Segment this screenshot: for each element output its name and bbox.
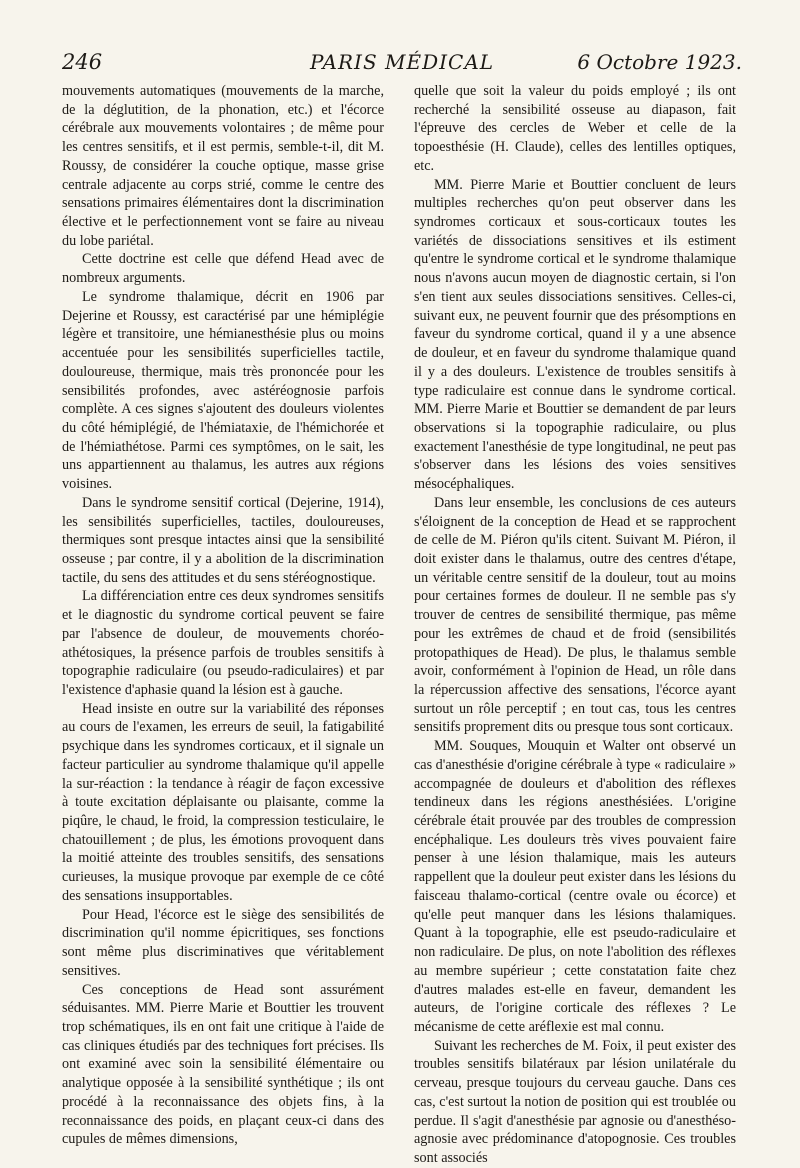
paragraph: mouvements automatiques (mouvements de la marche, de la déglutition, de la phonation, etc.) et l'écorce cérébrale aux mouvements volontaires ; de même pour les centres sensitifs, et il est permis, semble-t-il, dit M. Roussy, de considérer la couche optique, masse grise centrale adjacente au corps strié, comme le centre des sensations primaires élémentaires dont la discrimination élective et le perfectionnement vont se faire au niveau du lobe pariétal. — [62, 83, 384, 249]
paragraph: Pour Head, l'écorce est le siège des sensibilités de discrimination qu'il nomme épicritiques, ses fonctions sont même plus discriminatives que véritablement sensitives. — [62, 906, 384, 979]
paragraph: La différenciation entre ces deux syndromes sensitifs et le diagnostic du syndrome cortical peuvent se faire par l'absence de douleur, de mouvements choréo-athétosiques, la présence parfois de troubles sensitifs à topographie radiculaire (ou pseudo-radiculaires) et par l'existence d'aphasie quand la lésion est à gauche. — [62, 588, 384, 698]
paragraph: quelle que soit la valeur du poids employé ; ils ont recherché la sensibilité osseuse au diapason, fait l'épreuve des cercles de Weber et celle de la topoesthésie (H. Claude), celles des lentilles optiques, etc. — [414, 83, 736, 174]
left-column — [62, 82, 384, 1149]
issue-date: 6 Octobre 1923. — [577, 50, 742, 74]
paragraph: Dans leur ensemble, les conclusions de ces auteurs s'éloignent de la conception de Head et se rapprochent de celle de M. Piéron qu'ils citent. Suivant M. Piéron, il doit exister dans le thalamus, outre des centres d'étape, un véritable centre sensitif de la douleur, tout au moins pour certaines formes de douleur. Il ne semble pas s'y trouver de centres de sensibilité thermique, pas même pour les extrêmes de chaud et de froid (sensibilités protopathiques de Head). De plus, le thalamus semble avoir, conformément à l'opinion de Head, un rôle dans la répercussion affective des sensations, l'écorce ayant surtout un rôle perceptif ; en tout cas, tous les centres sensitifs proprement dits ou presque tous sont corticaux. — [414, 494, 736, 736]
journal-title: PARIS MÉDICAL — [309, 50, 495, 74]
paragraph: Ces conceptions de Head sont assurément séduisantes. MM. Pierre Marie et Bouttier les trouvent trop schématiques, ils en ont fait une critique à l'aide de cas cliniques étudiés par des techniques fort précises. Ils ont examiné avec soin la sensibilité élémentaire ou analytique opposée à la sensibilité synthétique ; ils ont procédé à la reconnaissance des objets fins, à la reconnaissance des poids, en plaçant ceux-ci dans des cupules de mêmes dimensions, — [62, 981, 384, 1148]
paragraph: Le syndrome thalamique, décrit en 1906 par Dejerine et Roussy, est caractérisé par une hémiplégie légère et transitoire, une hémianesthésie plus ou moins accentuée pour les sensibilités superficielles tactile, douloureuse, thermique, mais très prononcée pour les sensibilités profondes, avec astéréognosie parfois complète. A ces signes s'ajoutent des douleurs violentes du côté hémiplégié, de l'hémiataxie, de l'hémichorée et de l'hémiathétose. Parmi ces symptômes, on le sait, les uns appartiennent au thalamus, les autres aux régions voisines. — [62, 288, 384, 493]
paragraph: Dans le syndrome sensitif cortical (Dejerine, 1914), les sensibilités superficielles, tactiles, douloureuses, thermiques sont presque intactes ainsi que la sensibilité osseuse ; par contre, il y a abolition de la discrimination tactile, du sens des attitudes et du sens stéréognostique. — [62, 494, 384, 586]
paragraph: Head insiste en outre sur la variabilité des réponses au cours de l'examen, les erreurs de seuil, la fatigabilité psychique dans les syndromes corticaux, et il signale un facteur particulier au syndrome thalamique qu'il appelle la sur-réaction : la tendance à réagir de façon excessive à toute excitation déplaisante ou plaisante, comme la piqûre, le chaud, le froid, la compression testiculaire, le chatouillement ; de plus, les émotions provoquent dans la moitié atteinte des troubles sensitifs, des sensations curieuses, la musique provoque par exemple de ce côté des sensations insupportables. — [62, 700, 384, 904]
page-number: 246 — [62, 50, 103, 74]
paragraph: MM. Souques, Mouquin et Walter ont observé un cas d'anesthésie d'origine cérébrale à type « radiculaire » accompagnée de douleurs et d'abolition des réflexes tendineux dans les régions anesthésiées. L'origine cérébrale était prouvée par des troubles de compression encéphalique. Les douleurs très vives pouvaient faire penser à une lésion thalamique, mais les auteurs rappellent que la douleur peut exister dans les lésions du faisceau thalamo-cortical (centre ovale ou écorce) et qu'elle peut manquer dans les lésions thalamiques. Quant à la topographie, elle est pseudo-radiculaire et non radiculaire. De plus, on note l'abolition des réflexes au membre supérieur ; cette constatation faite chez d'autres malades est-elle en faveur, demandent les auteurs, de l'origine corticale des réflexes ? Le mécanisme de cette aréflexie est mal connu. — [414, 738, 736, 1035]
right-column — [414, 82, 736, 1168]
page-header — [62, 50, 742, 86]
paragraph: MM. Pierre Marie et Bouttier concluent de leurs multiples recherches qu'on peut observer dans les syndromes corticaux et sous-corticaux toutes les variétés de dissociations sensitives et ils estiment qu'entre le syndrome cortical et le syndrome thalamique nous n'avons aucun moyen de diagnostic certain, si l'on s'en tient aux seules dissociations sensitives. Celles-ci, suivant eux, ne peuvent fournir que des présomptions en faveur du syndrome cortical, quand il y a une absence de douleur, et en faveur du syndrome thalamique quand il y a des douleurs. L'existence de troubles sensitifs à type radiculaire est connue dans le syndrome cortical. MM. Pierre Marie et Bouttier se demandent de par leurs observations si la topographie radiculaire, ou plus exactement l'anesthésie de type longitudinal, ne peut pas s'observer dans les lésions des voies sensitives mésocéphaliques. — [414, 176, 736, 493]
paragraph: Suivant les recherches de M. Foix, il peut exister des troubles sensitifs bilatéraux par lésion unilatérale du cerveau, presque toujours du cerveau gauche. Dans ces cas, c'est surtout la notion de position qui est troublée ou perdue. Il s'agit d'anesthésie par agnosie ou d'anesthéso-agnosie avec prédominance d'atopognosie. Ces troubles sont associés — [414, 1037, 736, 1166]
paragraph: Cette doctrine est celle que défend Head avec de nombreux arguments. — [62, 251, 384, 287]
